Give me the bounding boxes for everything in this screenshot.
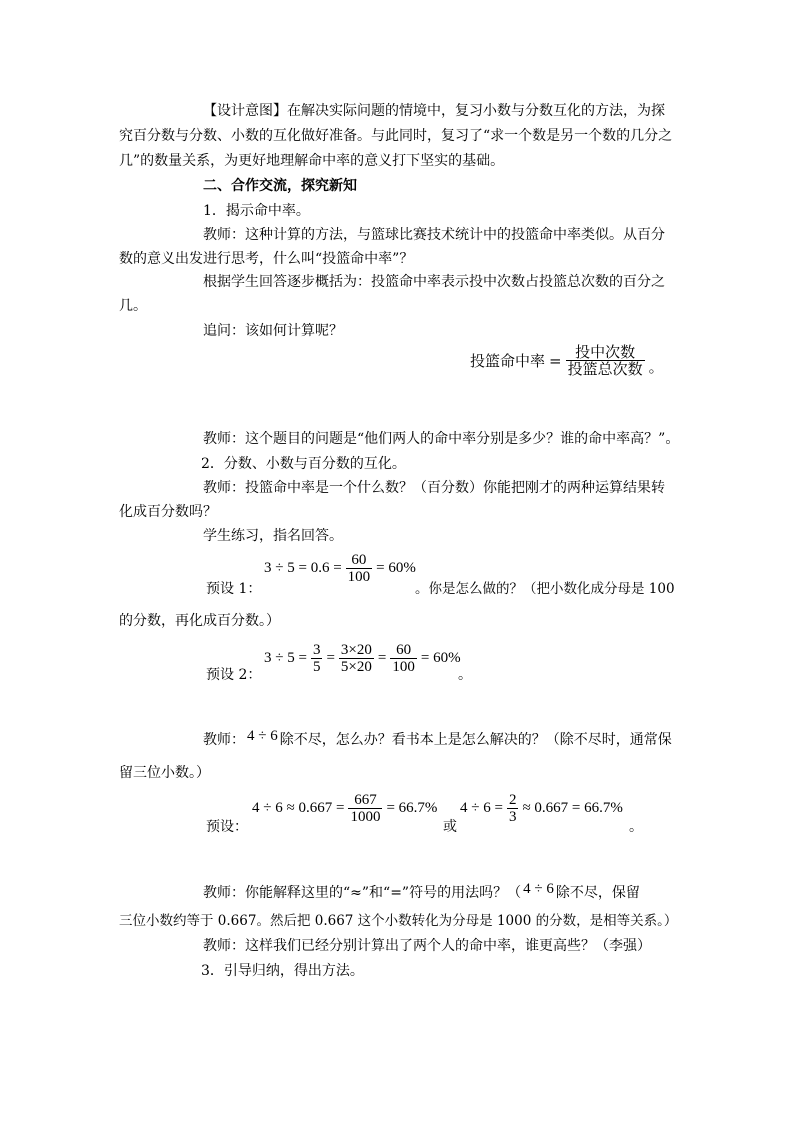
formula-end: 。 — [648, 358, 664, 376]
section-heading: 二、合作交流，探究新知 — [203, 178, 357, 194]
teacher-6-line: 教师：这样我们已经分别计算出了两个人的命中率，谁更高些？（李强） — [203, 938, 651, 954]
item-1: 1．揭示命中率。 — [203, 203, 310, 219]
preset-3-expr-2: 4 ÷ 6 = — [460, 800, 503, 816]
preset-1-tail: = 60% — [376, 560, 416, 576]
preset-2-f3-num: 60 — [396, 642, 412, 658]
design-intent-line-1: 【设计意图】在解决实际问题的情境中，复习小数与分数互化的方法，为探 — [203, 103, 665, 119]
teacher-5-math: 4 ÷ 6 — [523, 881, 554, 897]
preset-2-f3-den: 100 — [392, 659, 415, 675]
preset-2-f1-den: 5 — [312, 659, 321, 675]
summary-line-1: 根据学生回答逐步概括为：投篮命中率表示投中次数占投篮总次数的百分之 — [203, 274, 665, 290]
formula-equals: = — [549, 351, 562, 370]
teacher-line-2: 数的意义出发进行思考，什么叫“投篮命中率”？ — [119, 251, 414, 267]
teacher-5-line-1 — [203, 881, 640, 902]
formula-fraction — [566, 344, 645, 377]
preset-3-tail-2: ≈ 0.667 = 66.7% — [522, 800, 623, 816]
preset-2-expr: 3 ÷ 5 = — [264, 650, 307, 666]
summary-line-2: 几。 — [119, 298, 147, 314]
preset-3-or: 或 — [443, 819, 457, 835]
formula-denominator: 投篮总次数 — [567, 360, 643, 378]
preset-2-f2-den: 5×20 — [340, 659, 372, 675]
preset-1-num: 60 — [351, 552, 367, 568]
preset-3-n2: 2 — [508, 792, 517, 808]
preset-2-equation — [262, 642, 463, 675]
teacher-5-line-2: 三位小数约等于 0.667。然后把 0.667 这个小数转化为分母是 1000 的分数，是相等关系。） — [119, 913, 678, 929]
teacher-4-post: 除不尽，怎么办？看书本上是怎么解决的？（除不尽时，通常保 — [279, 732, 672, 748]
preset-1-fraction — [346, 552, 373, 585]
preset-3-equation-2 — [458, 792, 625, 825]
formula-lhs: 投篮命中率 — [470, 352, 546, 370]
design-intent-line-3: 几”的数量关系，为更好地理解命中率的意义打下坚实的基础。 — [119, 153, 505, 169]
teacher-line-1: 教师：这种计算的方法，与篮球比赛技术统计中的投篮命中率类似。从百分 — [203, 227, 665, 243]
practice-line: 学生练习，指名回答。 — [203, 528, 343, 544]
preset-3-equation-1 — [250, 792, 439, 825]
preset-1-line-2: 的分数，再化成百分数。） — [119, 613, 280, 629]
teacher-5-post: 除不尽，保留 — [555, 885, 640, 901]
preset-2-fraction-2 — [339, 642, 374, 675]
preset-1-equation — [262, 552, 418, 585]
preset-1-label: 预设 1： — [206, 581, 262, 597]
preset-2-tail: = 60% — [420, 650, 461, 666]
preset-3-fraction-1 — [348, 792, 382, 825]
preset-2-label: 预设 2： — [206, 667, 262, 683]
preset-2-after: 。 — [458, 667, 472, 683]
preset-3-d1: 1000 — [350, 809, 381, 825]
preset-2-f2-num: 3×20 — [340, 642, 372, 658]
teacher-question: 教师：这个题目的问题是“他们两人的命中率分别是多少？谁的命中率高？”。 — [203, 431, 680, 447]
design-intent-line-2: 究百分数与分数、小数的互化做好准备。与此同时，复习了“求一个数是另一个数的几分之 — [119, 128, 673, 144]
preset-3-expr-1: 4 ÷ 6 ≈ 0.667 = — [252, 800, 345, 816]
teacher-line-4: 化成百分数吗？ — [119, 504, 217, 520]
preset-2-fraction-3 — [390, 642, 417, 675]
hit-rate-formula — [468, 344, 666, 377]
formula-numerator: 投中次数 — [575, 343, 636, 361]
preset-3-tail-1: = 66.7% — [386, 800, 438, 816]
preset-2-f1-num: 3 — [312, 642, 321, 658]
ask-line: 追问：该如何计算呢？ — [203, 323, 343, 339]
preset-3-after: 。 — [629, 819, 643, 835]
item-2: 2．分数、小数与百分数的互化。 — [201, 456, 406, 472]
preset-3-d2: 3 — [508, 809, 517, 825]
teacher-4-line-2: 留三位小数。） — [119, 765, 210, 781]
preset-1-den: 100 — [347, 569, 371, 585]
teacher-5-pre: 教师：你能解释这里的“≈”和“=”符号的用法吗？（ — [203, 885, 522, 901]
teacher-4-math: 4 ÷ 6 — [247, 728, 278, 744]
teacher-4-pre: 教师： — [203, 732, 245, 748]
preset-2-eq-a: = — [326, 650, 335, 666]
teacher-4-line-1 — [203, 728, 672, 749]
preset-1-expr: 3 ÷ 5 = 0.6 = — [264, 560, 342, 576]
preset-3-n1: 667 — [354, 792, 377, 808]
preset-2-fraction-1 — [311, 642, 323, 675]
teacher-line-3: 教师：投篮命中率是一个什么数？（百分数）你能把刚才的两种运算结果转 — [203, 480, 665, 496]
preset-3-label: 预设： — [206, 819, 248, 835]
preset-2-eq-b: = — [377, 650, 387, 666]
preset-1-after: 。你是怎么做的？（把小数化成分母是 100 — [415, 581, 675, 597]
preset-3-fraction-2 — [507, 792, 519, 825]
item-3: 3．引导归纳，得出方法。 — [201, 963, 364, 979]
